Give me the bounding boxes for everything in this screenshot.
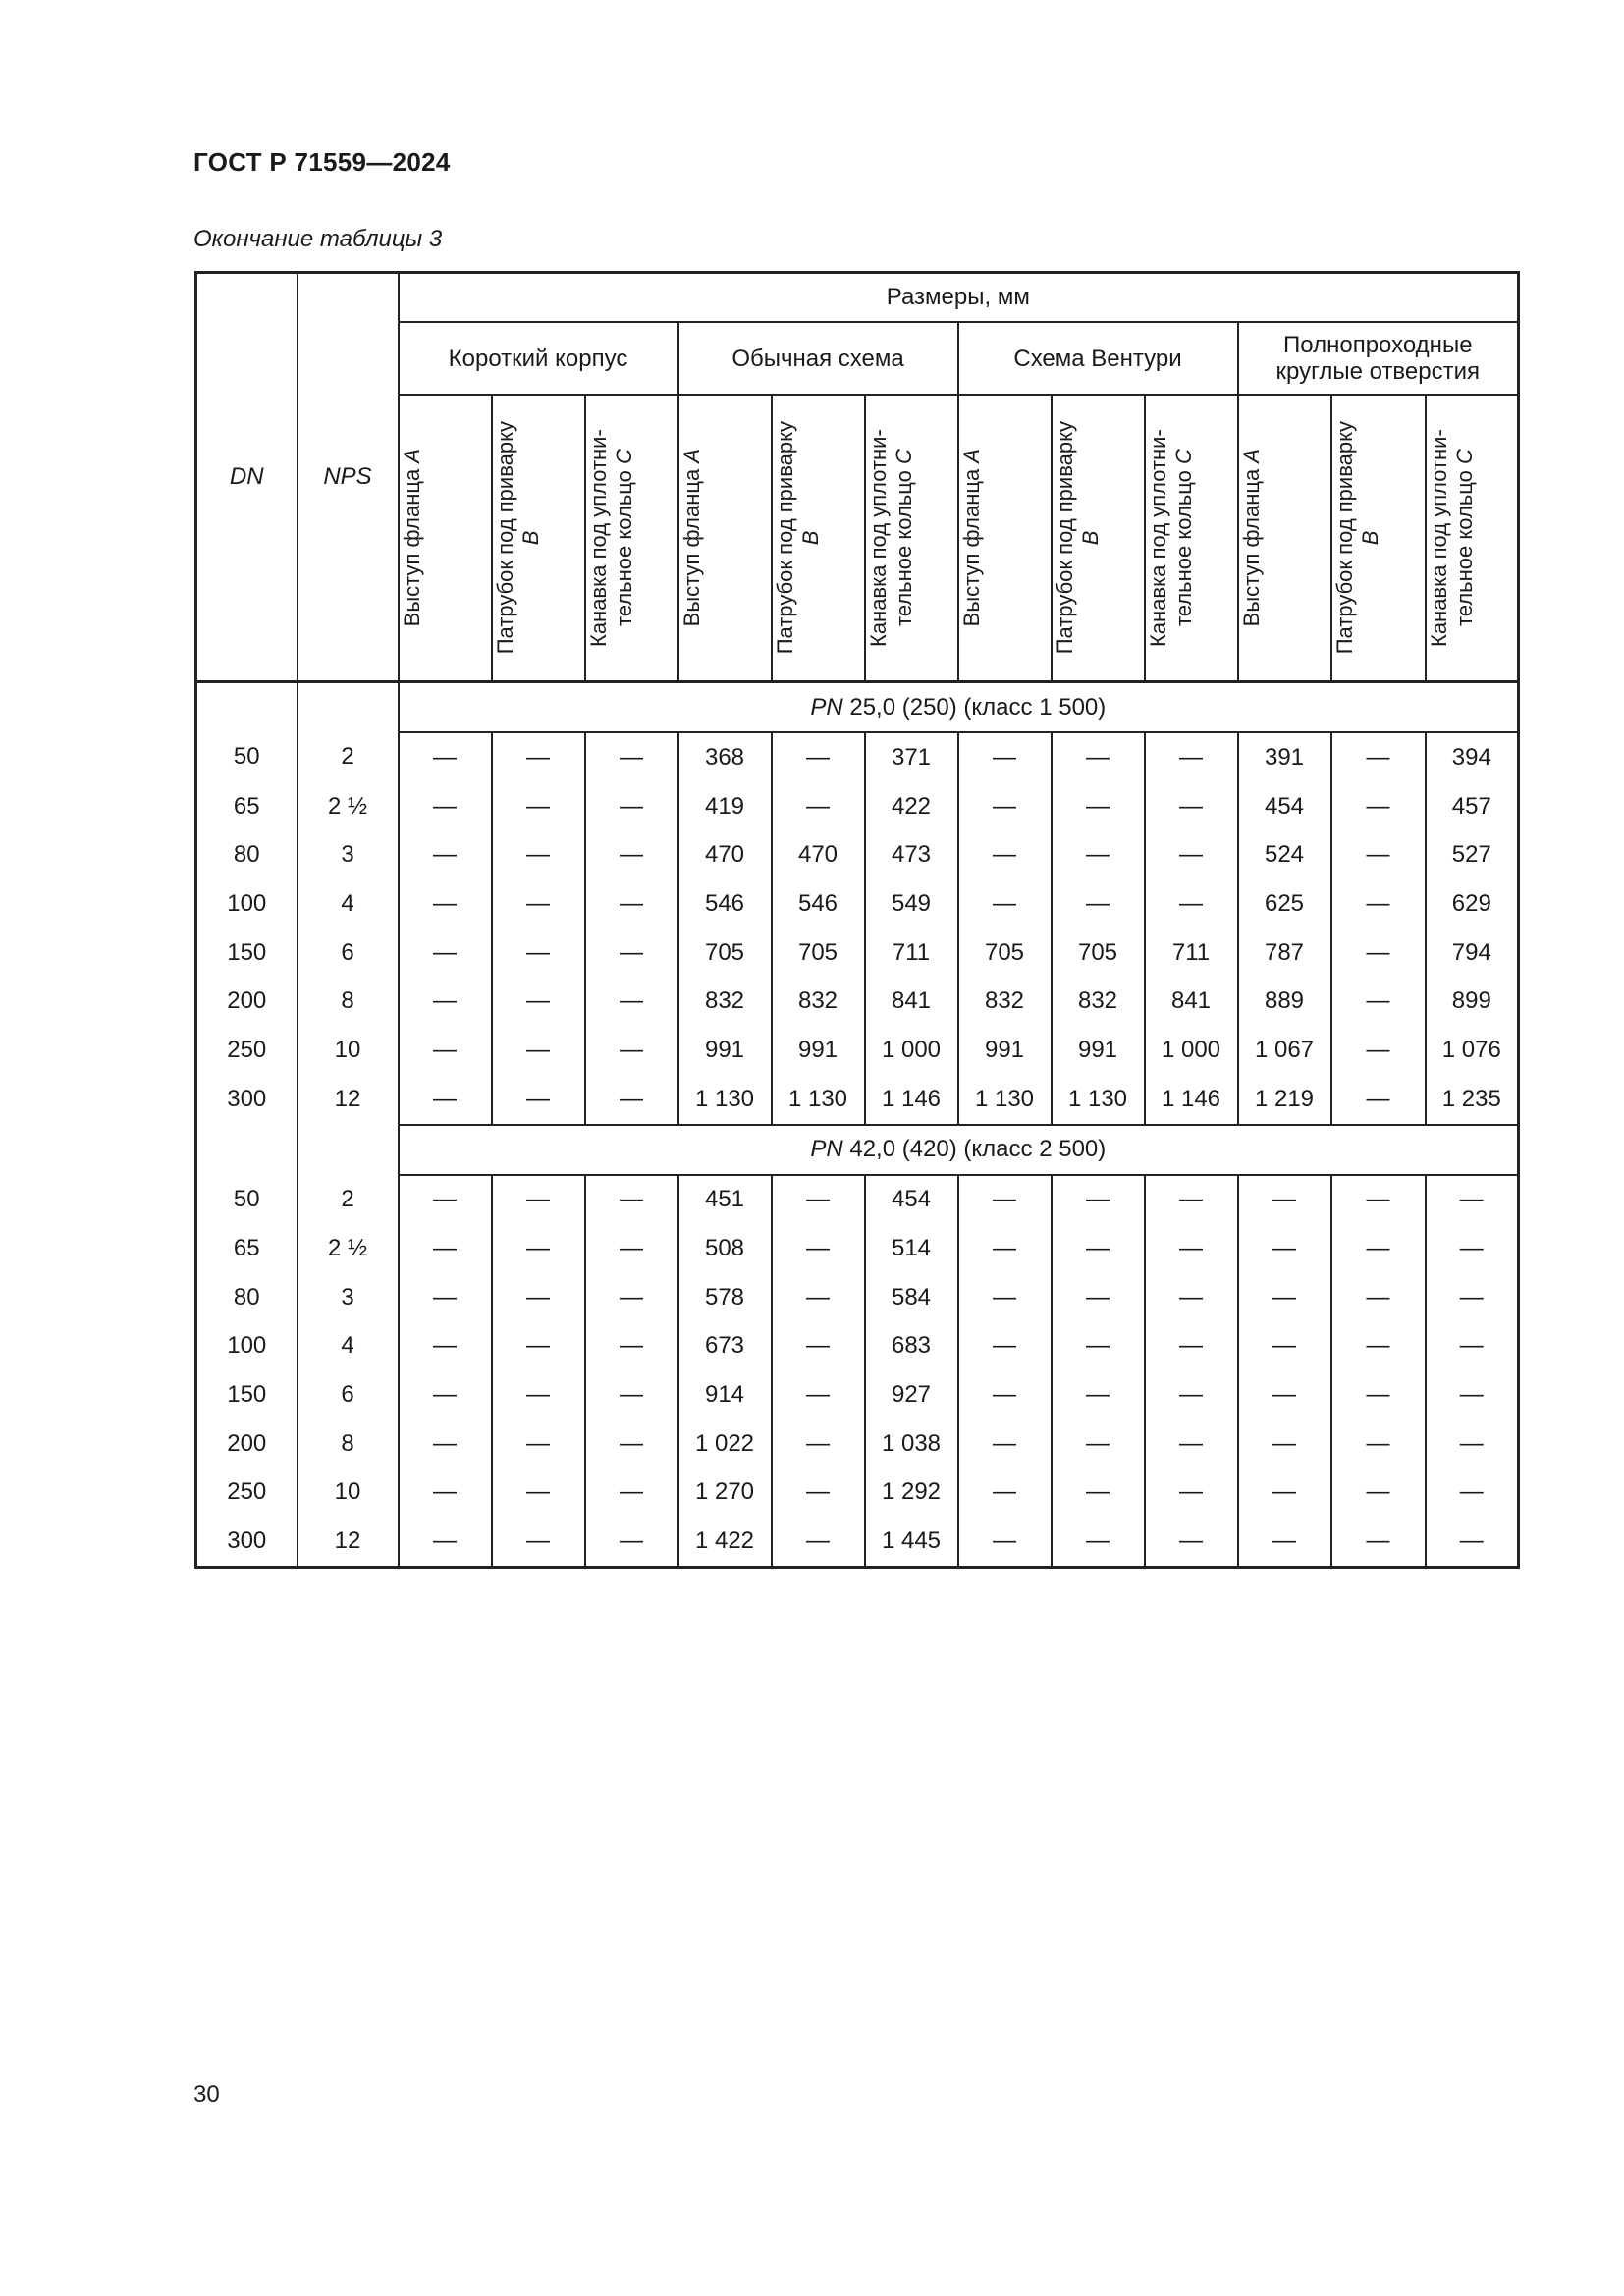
value-cell: 787: [1238, 929, 1331, 978]
sub-header-variable: B: [797, 530, 823, 546]
value-cell: 470: [772, 830, 865, 880]
value-cell: —: [1331, 1026, 1426, 1075]
value-cell: —: [492, 1175, 585, 1225]
value-cell: 629: [1426, 880, 1519, 929]
sub-header-variable: A: [678, 449, 704, 464]
value-cell: —: [958, 830, 1052, 880]
sub-header-weld-b: [1331, 395, 1426, 682]
dn-cell: 250: [196, 1468, 298, 1518]
pn-label: PN: [810, 693, 843, 721]
value-cell: —: [1052, 1370, 1145, 1419]
value-cell: —: [772, 1273, 865, 1322]
dn-cell: 100: [196, 880, 298, 929]
value-cell: —: [399, 880, 492, 929]
value-cell: —: [399, 929, 492, 978]
value-cell: 470: [678, 830, 772, 880]
value-cell: 1 130: [772, 1075, 865, 1125]
value-cell: 394: [1426, 732, 1519, 782]
value-cell: —: [399, 732, 492, 782]
sub-header-text: Патрубок под приварку: [492, 421, 517, 655]
table-row: [196, 1322, 1519, 1371]
table-row: [196, 1419, 1519, 1468]
value-cell: —: [1052, 1224, 1145, 1273]
value-cell: —: [772, 1175, 865, 1225]
value-cell: —: [1052, 830, 1145, 880]
value-cell: 711: [1145, 929, 1238, 978]
value-cell: —: [1426, 1468, 1519, 1518]
value-cell: —: [399, 1370, 492, 1419]
table-row: [196, 1468, 1519, 1518]
value-cell: —: [1426, 1175, 1519, 1225]
value-cell: —: [1426, 1322, 1519, 1371]
value-cell: —: [1145, 1419, 1238, 1468]
sub-header-text: Патрубок под приварку: [1331, 421, 1357, 655]
group-header: Схема Вентури: [958, 322, 1238, 395]
dn-cell: 80: [196, 1273, 298, 1322]
value-cell: —: [492, 929, 585, 978]
value-cell: 683: [865, 1322, 958, 1371]
value-cell: —: [958, 732, 1052, 782]
value-cell: 1 270: [678, 1468, 772, 1518]
value-cell: 1 445: [865, 1517, 958, 1567]
value-cell: 1 130: [678, 1075, 772, 1125]
dn-cell: 65: [196, 782, 298, 831]
value-cell: —: [958, 782, 1052, 831]
value-cell: —: [772, 1322, 865, 1371]
value-cell: —: [1426, 1370, 1519, 1419]
value-cell: 927: [865, 1370, 958, 1419]
table-row: [196, 929, 1519, 978]
nps-cell-empty: [298, 1125, 399, 1175]
dn-cell: 300: [196, 1075, 298, 1125]
value-cell: —: [585, 929, 678, 978]
value-cell: 1 219: [1238, 1075, 1331, 1125]
value-cell: —: [958, 1517, 1052, 1567]
sub-header-weld-b: [1052, 395, 1145, 682]
value-cell: 991: [678, 1026, 772, 1075]
value-cell: 371: [865, 732, 958, 782]
nps-cell: 8: [298, 1419, 399, 1468]
value-cell: —: [958, 1468, 1052, 1518]
value-cell: —: [958, 1273, 1052, 1322]
value-cell: —: [1331, 1175, 1426, 1225]
value-cell: —: [585, 1175, 678, 1225]
value-cell: —: [492, 782, 585, 831]
nps-cell: 10: [298, 1026, 399, 1075]
nps-cell: 2 ½: [298, 782, 399, 831]
sub-header-text: Канавка под уплотни-тельное кольцо: [585, 429, 636, 647]
sub-header-variable: C: [611, 449, 636, 465]
value-cell: —: [585, 1419, 678, 1468]
value-cell: —: [585, 1075, 678, 1125]
nps-cell: 6: [298, 1370, 399, 1419]
value-cell: —: [585, 1273, 678, 1322]
value-cell: 454: [865, 1175, 958, 1225]
value-cell: —: [1331, 1468, 1426, 1518]
value-cell: —: [492, 977, 585, 1026]
value-cell: 422: [865, 782, 958, 831]
value-cell: —: [585, 732, 678, 782]
dn-cell: 150: [196, 929, 298, 978]
sub-header-groove-c: [865, 395, 958, 682]
sub-header-flange-a: [678, 395, 772, 682]
nps-cell: 6: [298, 929, 399, 978]
value-cell: 508: [678, 1224, 772, 1273]
value-cell: 841: [865, 977, 958, 1026]
nps-cell: 3: [298, 830, 399, 880]
value-cell: —: [1052, 1322, 1145, 1371]
sub-header-variable: B: [1077, 530, 1103, 546]
sub-header-groove-c: [1426, 395, 1519, 682]
value-cell: 1 022: [678, 1419, 772, 1468]
value-cell: 524: [1238, 830, 1331, 880]
table-caption: Окончание таблицы 3: [193, 226, 443, 252]
value-cell: 625: [1238, 880, 1331, 929]
value-cell: —: [399, 782, 492, 831]
pn-value: 42,0 (420) (класс 2 500): [849, 1136, 1107, 1162]
value-cell: —: [399, 830, 492, 880]
value-cell: 1 000: [1145, 1026, 1238, 1075]
table-row: [196, 830, 1519, 880]
value-cell: —: [1052, 732, 1145, 782]
sub-header-flange-a: [399, 395, 492, 682]
table-row: [196, 1517, 1519, 1567]
value-cell: —: [585, 1322, 678, 1371]
group-header: Полнопроходные круглые отверстия: [1238, 322, 1519, 395]
value-cell: —: [1145, 732, 1238, 782]
value-cell: —: [1145, 1468, 1238, 1518]
sub-header-text: Патрубок под приварку: [1052, 421, 1077, 655]
value-cell: —: [492, 1075, 585, 1125]
value-cell: —: [1426, 1419, 1519, 1468]
value-cell: —: [1145, 1224, 1238, 1273]
value-cell: —: [1145, 1175, 1238, 1225]
nps-cell: 2: [298, 1175, 399, 1225]
value-cell: 1 422: [678, 1517, 772, 1567]
dimensions-table: [194, 271, 1520, 1569]
value-cell: —: [1331, 1273, 1426, 1322]
value-cell: 1 146: [865, 1075, 958, 1125]
sub-header-variable: C: [1451, 449, 1477, 465]
sub-header-variable: A: [958, 449, 984, 464]
sub-header-variable: A: [399, 449, 424, 464]
value-cell: —: [1331, 1370, 1426, 1419]
value-cell: 991: [1052, 1026, 1145, 1075]
value-cell: —: [1331, 1419, 1426, 1468]
value-cell: —: [585, 1468, 678, 1518]
sub-header-text: Выступ фланца: [678, 463, 704, 627]
value-cell: —: [958, 1224, 1052, 1273]
table-row: [196, 1370, 1519, 1419]
nps-cell: 10: [298, 1468, 399, 1518]
value-cell: —: [1052, 782, 1145, 831]
sub-header-text: Выступ фланца: [1238, 463, 1264, 627]
value-cell: 1 292: [865, 1468, 958, 1518]
value-cell: —: [399, 1517, 492, 1567]
value-cell: 451: [678, 1175, 772, 1225]
value-cell: —: [958, 1419, 1052, 1468]
value-cell: —: [399, 977, 492, 1026]
dn-cell: 300: [196, 1517, 298, 1567]
dn-cell: 50: [196, 732, 298, 782]
value-cell: 584: [865, 1273, 958, 1322]
sub-header-text: Канавка под уплотни-тельное кольцо: [1145, 429, 1196, 647]
value-cell: —: [585, 1370, 678, 1419]
sub-header-weld-b: [492, 395, 585, 682]
group-header: Обычная схема: [678, 322, 958, 395]
col-header-dn: DN: [196, 273, 298, 682]
value-cell: —: [1238, 1322, 1331, 1371]
value-cell: —: [1145, 1322, 1238, 1371]
value-cell: —: [399, 1224, 492, 1273]
value-cell: 546: [772, 880, 865, 929]
nps-cell: 2 ½: [298, 1224, 399, 1273]
table-row: [196, 880, 1519, 929]
value-cell: —: [1426, 1517, 1519, 1567]
value-cell: —: [1052, 1517, 1145, 1567]
value-cell: 1 076: [1426, 1026, 1519, 1075]
value-cell: —: [492, 880, 585, 929]
sub-header-text: Патрубок под приварку: [772, 421, 797, 655]
table-row: [196, 977, 1519, 1026]
value-cell: —: [399, 1322, 492, 1371]
dn-cell: 50: [196, 1175, 298, 1225]
nps-cell: 4: [298, 880, 399, 929]
value-cell: —: [492, 1026, 585, 1075]
value-cell: 1 235: [1426, 1075, 1519, 1125]
sub-header-variable: C: [891, 449, 916, 465]
value-cell: 1 000: [865, 1026, 958, 1075]
group-header: Короткий корпус: [399, 322, 678, 395]
nps-cell: 8: [298, 977, 399, 1026]
value-cell: —: [1331, 929, 1426, 978]
value-cell: —: [772, 732, 865, 782]
value-cell: —: [772, 1224, 865, 1273]
pn-label: PN: [810, 1136, 843, 1162]
value-cell: 914: [678, 1370, 772, 1419]
value-cell: —: [1145, 830, 1238, 880]
value-cell: —: [1331, 732, 1426, 782]
section-header-row: [196, 1125, 1519, 1175]
value-cell: —: [492, 1370, 585, 1419]
value-cell: —: [492, 830, 585, 880]
value-cell: —: [585, 977, 678, 1026]
pn-value: 25,0 (250) (класс 1 500): [849, 693, 1107, 721]
value-cell: —: [1238, 1370, 1331, 1419]
sub-header-variable: B: [1357, 530, 1382, 546]
value-cell: —: [1331, 880, 1426, 929]
value-cell: —: [772, 1517, 865, 1567]
value-cell: —: [1145, 1517, 1238, 1567]
value-cell: 991: [772, 1026, 865, 1075]
nps-cell: 2: [298, 732, 399, 782]
value-cell: 705: [958, 929, 1052, 978]
sub-header-text: Выступ фланца: [399, 463, 424, 627]
value-cell: —: [1145, 1370, 1238, 1419]
dn-cell: 100: [196, 1322, 298, 1371]
value-cell: 1 146: [1145, 1075, 1238, 1125]
value-cell: —: [958, 1370, 1052, 1419]
value-cell: —: [1238, 1273, 1331, 1322]
table-row: [196, 1273, 1519, 1322]
value-cell: 711: [865, 929, 958, 978]
value-cell: —: [399, 1419, 492, 1468]
value-cell: 454: [1238, 782, 1331, 831]
value-cell: —: [1426, 1273, 1519, 1322]
section-header-row: [196, 682, 1519, 733]
value-cell: 419: [678, 782, 772, 831]
table-row: [196, 782, 1519, 831]
value-cell: —: [585, 830, 678, 880]
value-cell: —: [958, 880, 1052, 929]
value-cell: —: [1238, 1175, 1331, 1225]
value-cell: 899: [1426, 977, 1519, 1026]
sub-header-variable: B: [517, 530, 543, 546]
value-cell: —: [1145, 782, 1238, 831]
sub-header-groove-c: [585, 395, 678, 682]
value-cell: —: [585, 1026, 678, 1075]
value-cell: 832: [1052, 977, 1145, 1026]
sub-header-variable: C: [1170, 449, 1196, 465]
value-cell: —: [399, 1468, 492, 1518]
value-cell: 457: [1426, 782, 1519, 831]
value-cell: —: [492, 1468, 585, 1518]
table-row: [196, 1175, 1519, 1225]
value-cell: —: [1052, 1175, 1145, 1225]
sub-header-text: Выступ фланца: [958, 463, 984, 627]
sub-header-flange-a: [1238, 395, 1331, 682]
value-cell: —: [492, 1419, 585, 1468]
value-cell: —: [1331, 782, 1426, 831]
value-cell: —: [492, 1517, 585, 1567]
value-cell: 841: [1145, 977, 1238, 1026]
value-cell: 832: [958, 977, 1052, 1026]
value-cell: —: [492, 1322, 585, 1371]
sub-header-weld-b: [772, 395, 865, 682]
value-cell: —: [1331, 1322, 1426, 1371]
table-row: [196, 1224, 1519, 1273]
value-cell: —: [399, 1026, 492, 1075]
table-row: [196, 1026, 1519, 1075]
value-cell: —: [1145, 880, 1238, 929]
value-cell: —: [492, 1224, 585, 1273]
value-cell: 705: [772, 929, 865, 978]
col-header-nps: NPS: [298, 273, 399, 682]
value-cell: 1 130: [958, 1075, 1052, 1125]
value-cell: —: [1331, 830, 1426, 880]
value-cell: 794: [1426, 929, 1519, 978]
dn-cell: 65: [196, 1224, 298, 1273]
value-cell: —: [492, 732, 585, 782]
value-cell: 1 038: [865, 1419, 958, 1468]
value-cell: —: [585, 1517, 678, 1567]
value-cell: —: [399, 1175, 492, 1225]
dn-cell: 250: [196, 1026, 298, 1075]
dn-cell: 150: [196, 1370, 298, 1419]
sub-header-variable: A: [1238, 449, 1264, 464]
nps-cell: 3: [298, 1273, 399, 1322]
value-cell: —: [585, 782, 678, 831]
value-cell: —: [1238, 1419, 1331, 1468]
sub-header-text: Канавка под уплотни-тельное кольцо: [1426, 429, 1477, 647]
value-cell: 705: [1052, 929, 1145, 978]
value-cell: 368: [678, 732, 772, 782]
nps-cell: 12: [298, 1075, 399, 1125]
value-cell: —: [1238, 1517, 1331, 1567]
value-cell: —: [1331, 1517, 1426, 1567]
value-cell: 546: [678, 880, 772, 929]
pressure-section-title: [399, 1125, 1519, 1175]
value-cell: 527: [1426, 830, 1519, 880]
dn-cell: 200: [196, 977, 298, 1026]
value-cell: —: [1331, 977, 1426, 1026]
sub-header-groove-c: [1145, 395, 1238, 682]
value-cell: 832: [678, 977, 772, 1026]
value-cell: —: [1331, 1224, 1426, 1273]
value-cell: 705: [678, 929, 772, 978]
value-cell: —: [492, 1273, 585, 1322]
nps-cell-empty: [298, 682, 399, 733]
value-cell: —: [1238, 1224, 1331, 1273]
value-cell: 473: [865, 830, 958, 880]
table-row: [196, 1075, 1519, 1125]
value-cell: —: [772, 782, 865, 831]
value-cell: 1 067: [1238, 1026, 1331, 1075]
value-cell: 1 130: [1052, 1075, 1145, 1125]
value-cell: —: [585, 880, 678, 929]
nps-cell: 12: [298, 1517, 399, 1567]
value-cell: —: [1052, 880, 1145, 929]
nps-cell: 4: [298, 1322, 399, 1371]
value-cell: 889: [1238, 977, 1331, 1026]
sub-header-text: Канавка под уплотни-тельное кольцо: [865, 429, 916, 647]
value-cell: 391: [1238, 732, 1331, 782]
value-cell: 549: [865, 880, 958, 929]
dn-cell: 80: [196, 830, 298, 880]
value-cell: 578: [678, 1273, 772, 1322]
value-cell: —: [585, 1224, 678, 1273]
value-cell: —: [1052, 1419, 1145, 1468]
value-cell: —: [399, 1075, 492, 1125]
dn-cell-empty: [196, 1125, 298, 1175]
value-cell: —: [772, 1370, 865, 1419]
dn-cell: 200: [196, 1419, 298, 1468]
value-cell: —: [772, 1468, 865, 1518]
value-cell: 991: [958, 1026, 1052, 1075]
value-cell: —: [772, 1419, 865, 1468]
value-cell: —: [1331, 1075, 1426, 1125]
value-cell: —: [1238, 1468, 1331, 1518]
value-cell: —: [1426, 1224, 1519, 1273]
value-cell: —: [958, 1175, 1052, 1225]
value-cell: 514: [865, 1224, 958, 1273]
value-cell: —: [1052, 1468, 1145, 1518]
pressure-section-title: [399, 682, 1519, 733]
value-cell: 832: [772, 977, 865, 1026]
value-cell: —: [399, 1273, 492, 1322]
page-number: 30: [193, 2081, 220, 2108]
value-cell: —: [1052, 1273, 1145, 1322]
value-cell: —: [1145, 1273, 1238, 1322]
document-header: ГОСТ Р 71559—2024: [193, 147, 451, 177]
value-cell: —: [958, 1322, 1052, 1371]
sub-header-flange-a: [958, 395, 1052, 682]
table-row: [196, 732, 1519, 782]
value-cell: 673: [678, 1322, 772, 1371]
col-header-dimensions: Размеры, мм: [399, 273, 1519, 323]
dn-cell-empty: [196, 682, 298, 733]
